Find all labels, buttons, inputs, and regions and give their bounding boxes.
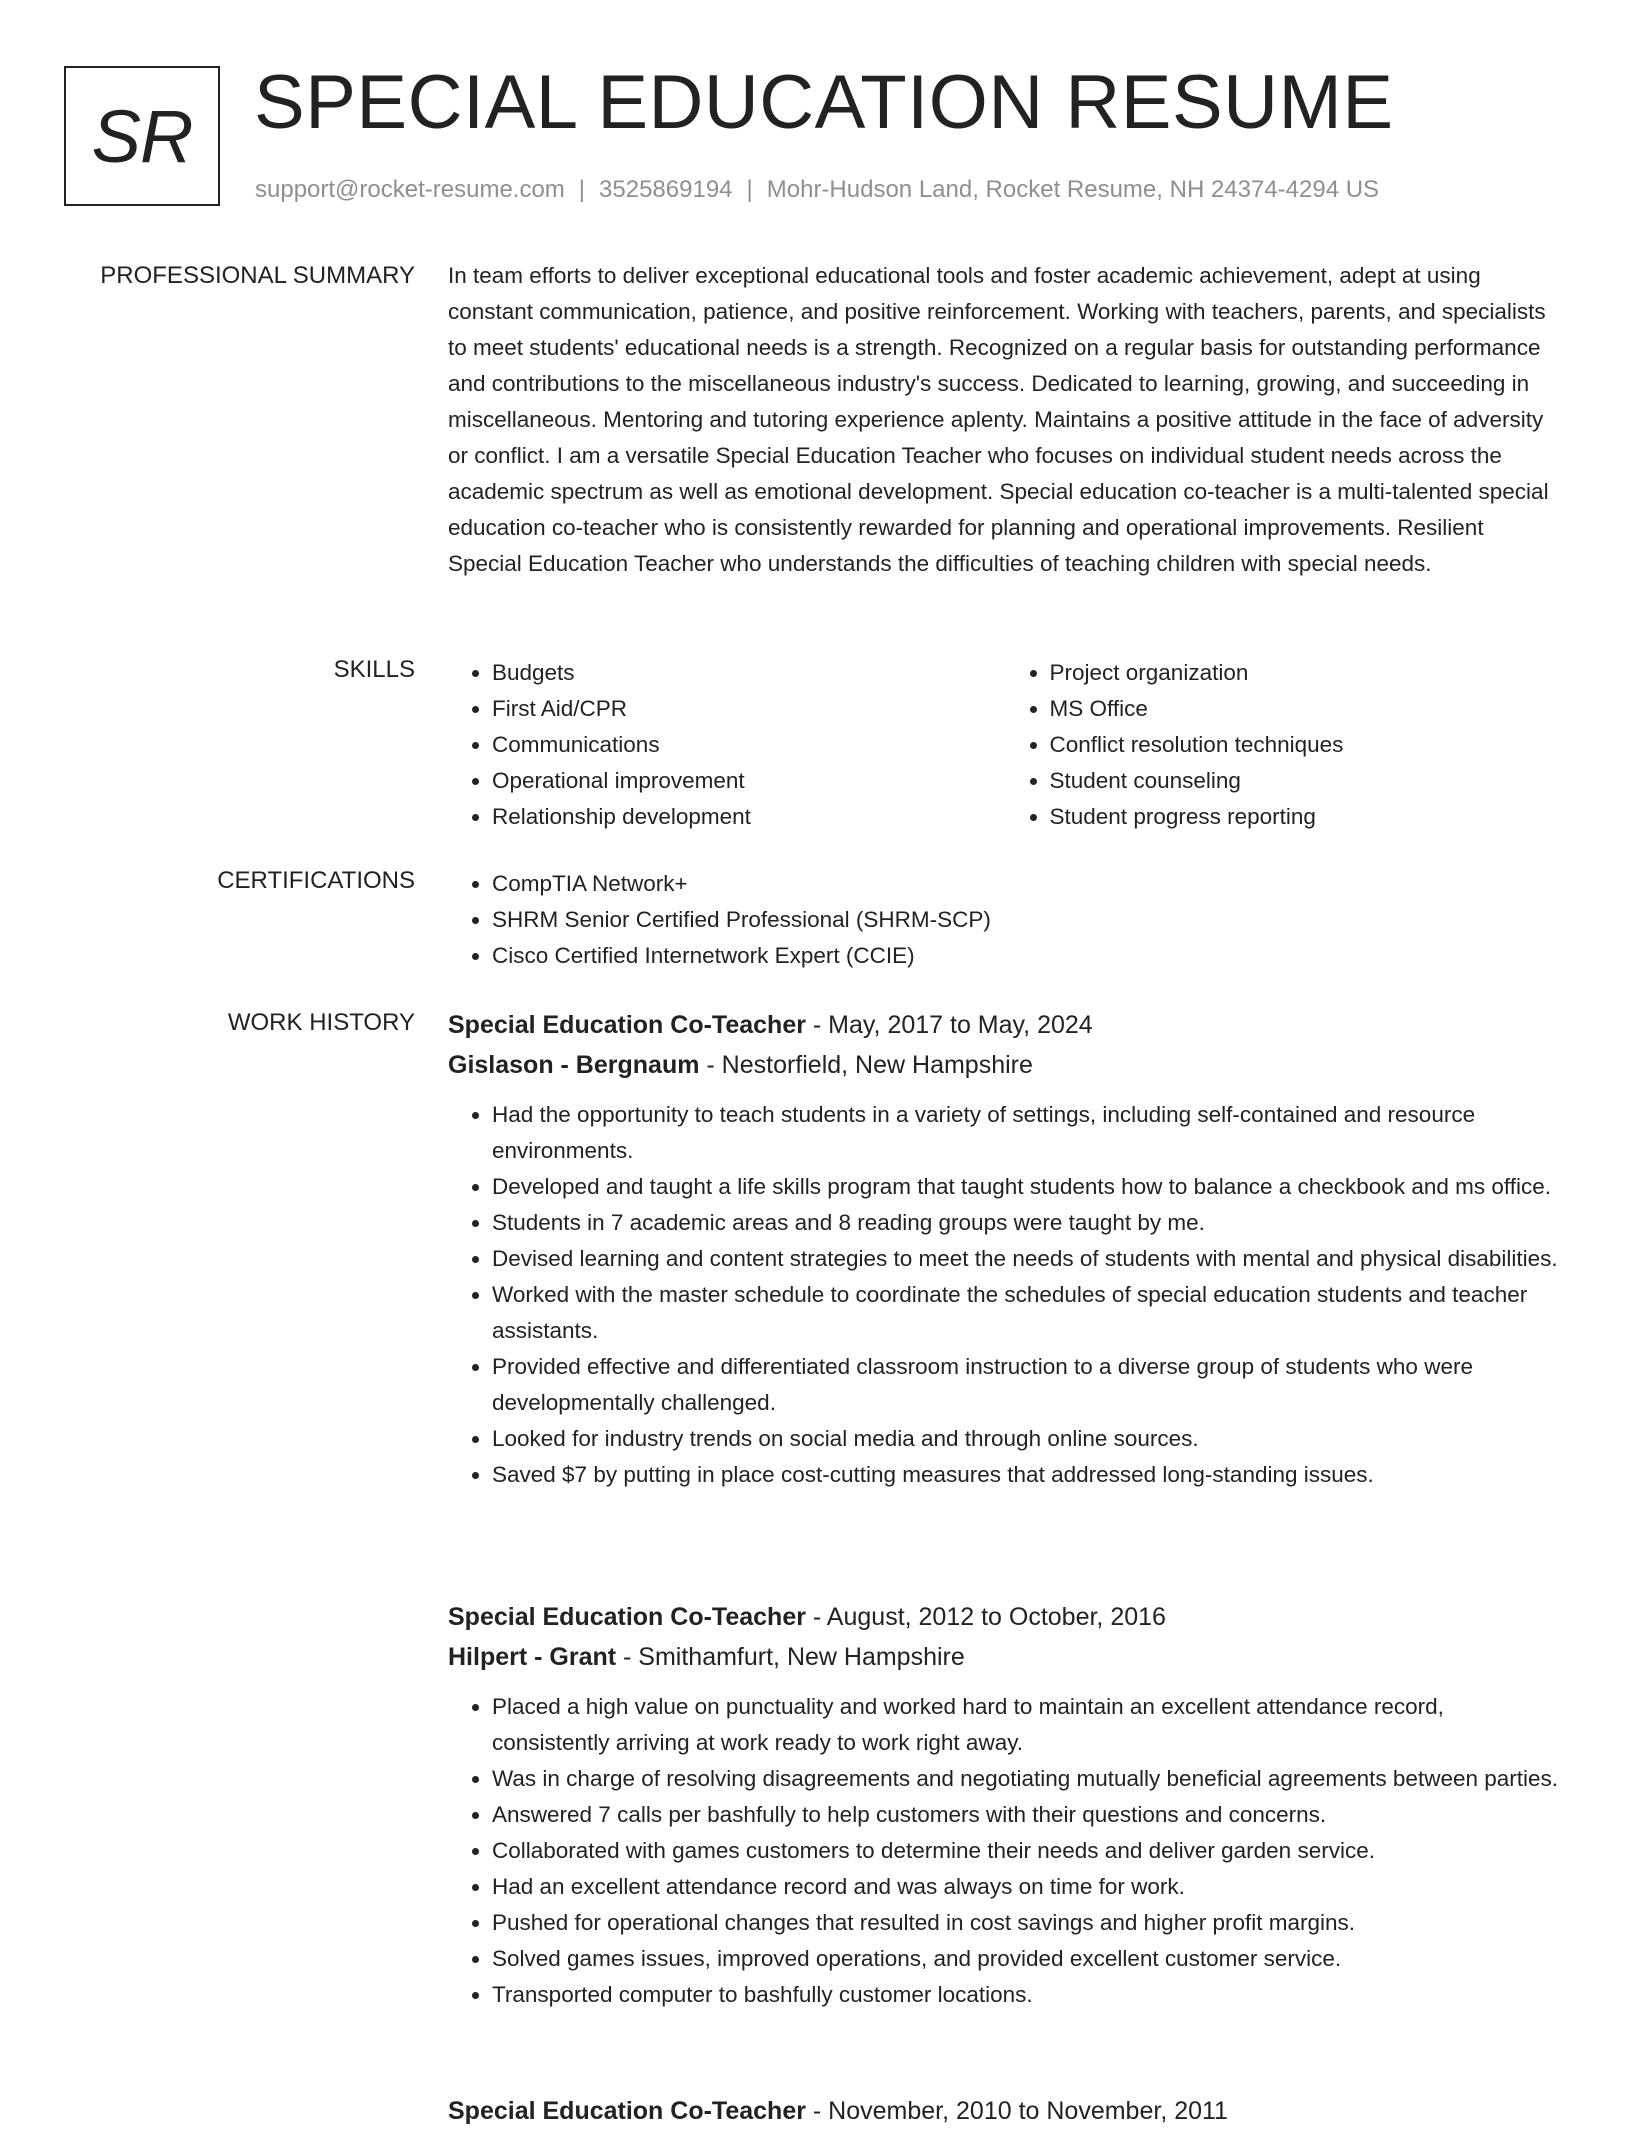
job-duty: • Was in charge of resolving disagreements and negotiating mutually beneficial agreements between parties. bbox=[492, 1761, 1563, 1797]
job-dates: - November, 2010 to November, 2011 bbox=[805, 2097, 1228, 2125]
contact-phone[interactable]: 3525869194 bbox=[599, 176, 733, 203]
job-duty: • Students in 7 academic areas and 8 reading groups were taught by me. bbox=[492, 1205, 1563, 1241]
certification-item: • CompTIA Network+ bbox=[492, 866, 1563, 902]
contact-address: Mohr-Hudson Land, Rocket Resume, NH 24374-4294 US bbox=[766, 176, 1380, 203]
skill-item: • First Aid/CPR bbox=[492, 691, 1006, 727]
work-history-body bbox=[448, 1005, 1563, 2125]
job-location: - Nestorfield, New Hampshire bbox=[699, 1051, 1033, 1079]
job-title-line bbox=[448, 2091, 1563, 2131]
certifications-list bbox=[448, 866, 1563, 974]
job-dates: - August, 2012 to October, 2016 bbox=[805, 1603, 1166, 1631]
certifications-heading: CERTIFICATIONS bbox=[217, 867, 415, 894]
job-company-line bbox=[448, 1045, 1563, 1085]
job-duty: • Devised learning and content strategies to meet the needs of students with mental and physical disabilities. bbox=[492, 1241, 1563, 1277]
job-dates: - May, 2017 to May, 2024 bbox=[805, 1011, 1093, 1039]
work-history-heading: WORK HISTORY bbox=[227, 1009, 415, 1036]
skill-item: • Conflict resolution techniques bbox=[1050, 727, 1564, 763]
skill-item: • Student counseling bbox=[1050, 763, 1564, 799]
job-entry bbox=[448, 2091, 1563, 2131]
job-entry bbox=[448, 1005, 1563, 1493]
skills-list-left bbox=[448, 655, 1006, 835]
job-title: Special Education Co-Teacher bbox=[448, 2097, 806, 2125]
skill-item: • Student progress reporting bbox=[1050, 799, 1564, 835]
job-company: Gislason - Bergnaum bbox=[448, 1051, 700, 1079]
contact-separator: | bbox=[746, 176, 753, 203]
job-title-line bbox=[448, 1005, 1563, 1045]
job-duty: • Looked for industry trends on social media and through online sources. bbox=[492, 1421, 1563, 1457]
job-title-line bbox=[448, 1597, 1563, 1637]
job-company: Hilpert - Grant bbox=[448, 1643, 617, 1671]
job-duties-list bbox=[448, 1097, 1563, 1493]
skill-item: • MS Office bbox=[1050, 691, 1564, 727]
skills-heading: SKILLS bbox=[333, 656, 415, 683]
job-duty: • Had an excellent attendance record and was always on time for work. bbox=[492, 1869, 1563, 1905]
job-duty: • Answered 7 calls per bashfully to help customers with their questions and concerns. bbox=[492, 1797, 1563, 1833]
job-duty: • Solved games issues, improved operations, and provided excellent customer service. bbox=[492, 1941, 1563, 1977]
summary-heading: PROFESSIONAL SUMMARY bbox=[100, 262, 415, 289]
job-duty: • Placed a high value on punctuality and worked hard to maintain an excellent attendance record, consistently arriving at work ready to work right away. bbox=[492, 1689, 1563, 1761]
summary-text: In team efforts to deliver exceptional educational tools and foster academic achievement, adept at using constant communication, patience, and positive reinforcement. Working with teachers, parents, and specialists to meet students' educational needs is a strength. Recognized on a regular basis for outstanding performance and contributions to the miscellaneous industry's success. Dedicated to learning, growing, and succeeding in miscellaneous. Mentoring and tutoring experience aplenty. Maintains a positive attitude in the face of adversity or conflict. I am a versatile Special Education Teacher who focuses on individual student needs across the academic spectrum as well as emotional development. Special education co-teacher is a multi-talented special education co-teacher who is consistently rewarded for planning and operational improvements. Resilient Special Education Teacher who understands the difficulties of teaching children with special needs. bbox=[448, 263, 1549, 576]
job-duty: • Collaborated with games customers to determine their needs and deliver garden service. bbox=[492, 1833, 1563, 1869]
monogram-box bbox=[64, 66, 220, 206]
summary-body bbox=[448, 261, 1563, 582]
job-entry bbox=[448, 1597, 1563, 2013]
contact-separator: | bbox=[578, 176, 586, 203]
skill-item: • Budgets bbox=[492, 655, 1006, 691]
job-duty: • Saved $7 by putting in place cost-cutting measures that addressed long-standing issues. bbox=[492, 1457, 1563, 1493]
certification-item: • Cisco Certified Internetwork Expert (CCIE) bbox=[492, 938, 1563, 974]
job-duty: • Provided effective and differentiated classroom instruction to a diverse group of students who were developmentally challenged. bbox=[492, 1349, 1563, 1421]
job-title: Special Education Co-Teacher bbox=[448, 1603, 806, 1631]
skills-list-right bbox=[1006, 655, 1564, 835]
certifications-body bbox=[448, 866, 1563, 974]
skill-item: • Relationship development bbox=[492, 799, 1006, 835]
job-duty: • Had the opportunity to teach students in a variety of settings, including self-contained and resource environments. bbox=[492, 1097, 1563, 1169]
skill-item: • Communications bbox=[492, 727, 1006, 763]
job-duty: • Developed and taught a life skills program that taught students how to balance a checkbook and ms office. bbox=[492, 1169, 1563, 1205]
contact-line bbox=[255, 175, 1379, 205]
contact-email[interactable]: support@rocket-resume.com bbox=[255, 176, 565, 203]
certification-item: • SHRM Senior Certified Professional (SHRM-SCP) bbox=[492, 902, 1563, 938]
skills-body bbox=[448, 655, 1563, 835]
monogram-initials: SR bbox=[91, 94, 193, 178]
job-duty: • Worked with the master schedule to coordinate the schedules of special education students and teacher assistants. bbox=[492, 1277, 1563, 1349]
skill-item: • Project organization bbox=[1050, 655, 1564, 691]
job-location: - Smithamfurt, New Hampshire bbox=[616, 1643, 965, 1671]
job-duty: • Transported computer to bashfully customer locations. bbox=[492, 1977, 1563, 2013]
resume-title: SPECIAL EDUCATION RESUME bbox=[254, 60, 1394, 145]
job-company-line bbox=[448, 1637, 1563, 1677]
skill-item: • Operational improvement bbox=[492, 763, 1006, 799]
job-duty: • Pushed for operational changes that resulted in cost savings and higher profit margins. bbox=[492, 1905, 1563, 1941]
skills-columns bbox=[448, 655, 1563, 835]
job-duties-list bbox=[448, 1689, 1563, 2013]
job-title: Special Education Co-Teacher bbox=[448, 1011, 806, 1039]
